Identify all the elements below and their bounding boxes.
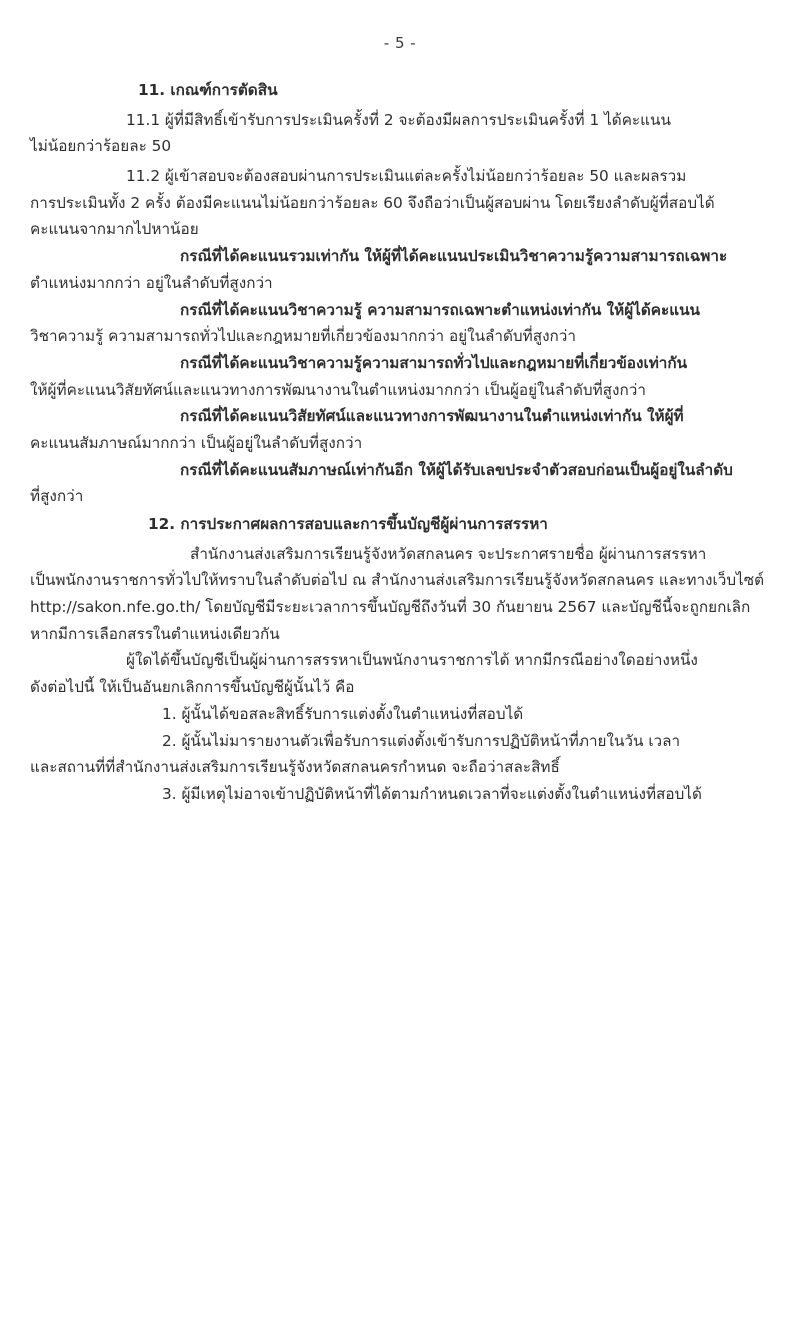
- paragraph-12-announcement-continued-2: http://sakon.nfe.go.th/ โดยบัญชีมีระยะเวลาการขึ้นบัญชีถึงวันที่ 30 กันยายน 2567 และบัญชีนี้จะถูกยกเลิก: [30, 598, 751, 617]
- list-item-2-continued: และสถานที่ที่สำนักงานส่งเสริมการเรียนรู้จังหวัดสกลนครกำหนด จะถือว่าสละสิทธิ์: [30, 758, 560, 777]
- tiebreak-case-1: กรณีที่ได้คะแนนรวมเท่ากัน ให้ผู้ที่ได้คะแนนประเมินวิชาความรู้ความสามารถเฉพาะ: [180, 247, 728, 266]
- section-heading-11: 11. เกณฑ์การตัดสิน: [138, 81, 278, 99]
- section-heading-12: 12. การประกาศผลการสอบและการขึ้นบัญชีผู้ผ่านการสรรหา: [148, 515, 548, 533]
- tiebreak-case-3-continued: ให้ผู้ที่คะแนนวิสัยทัศน์และแนวทางการพัฒนางานในตำแหน่งมากกว่า เป็นผู้อยู่ในลำดับที่สูงกว่า: [30, 380, 646, 399]
- paragraph-12-cancellation-continued: ดังต่อไปนี้ ให้เป็นอันยกเลิกการขึ้นบัญชีผู้นั้นไว้ คือ: [30, 678, 355, 697]
- tiebreak-case-4: กรณีที่ได้คะแนนวิสัยทัศน์และแนวทางการพัฒนางานในตำแหน่งเท่ากัน ให้ผู้ที่: [180, 407, 684, 426]
- paragraph-11-1: 11.1 ผู้ที่มีสิทธิ์เข้ารับการประเมินครั้งที่ 2 จะต้องมีผลการประเมินครั้งที่ 1 ได้คะแนน: [126, 110, 671, 129]
- paragraph-11-2-continued-1: การประเมินทั้ง 2 ครั้ง ต้องมีคะแนนไม่น้อยกว่าร้อยละ 60 จึงถือว่าเป็นผู้สอบผ่าน โดยเรียงลำดับผู้ที่สอบได้: [30, 193, 715, 212]
- tiebreak-case-5-continued: ที่สูงกว่า: [30, 487, 84, 506]
- page-number: - 5 -: [383, 34, 417, 52]
- tiebreak-case-4-continued: คะแนนสัมภาษณ์มากกว่า เป็นผู้อยู่ในลำดับที่สูงกว่า: [30, 433, 363, 452]
- tiebreak-case-2-continued: วิชาความรู้ ความสามารถทั่วไปและกฎหมายที่เกี่ยวข้องมากกว่า อยู่ในลำดับที่สูงกว่า: [30, 327, 576, 346]
- list-item-3: 3. ผู้มีเหตุไม่อาจเข้าปฏิบัติหน้าที่ได้ตามกำหนดเวลาที่จะแต่งตั้งในตำแหน่งที่สอบได้: [162, 784, 702, 803]
- tiebreak-case-3: กรณีที่ได้คะแนนวิชาความรู้ความสามารถทั่วไปและกฎหมายที่เกี่ยวข้องเท่ากัน: [180, 353, 688, 372]
- paragraph-12-announcement: สำนักงานส่งเสริมการเรียนรู้จังหวัดสกลนคร จะประกาศรายชื่อ ผู้ผ่านการสรรหา: [190, 544, 707, 563]
- tiebreak-case-2: กรณีที่ได้คะแนนวิชาความรู้ ความสามารถเฉพาะตำแหน่งเท่ากัน ให้ผู้ได้คะแนน: [180, 300, 701, 319]
- paragraph-11-2: 11.2 ผู้เข้าสอบจะต้องสอบผ่านการประเมินแต่ละครั้งไม่น้อยกว่าร้อยละ 50 และผลรวม: [126, 167, 687, 186]
- list-item-2: 2. ผู้นั้นไม่มารายงานตัวเพื่อรับการแต่งตั้งเข้ารับการปฏิบัติหน้าที่ภายในวัน เวลา: [162, 731, 681, 750]
- document-body: [30, 78, 770, 808]
- tiebreak-case-1-continued: ตำแหน่งมากกว่า อยู่ในลำดับที่สูงกว่า: [30, 273, 273, 292]
- paragraph-12-announcement-continued-3: หากมีการเลือกสรรในตำแหน่งเดียวกัน: [30, 624, 280, 643]
- list-item-1: 1. ผู้นั้นได้ขอสละสิทธิ์รับการแต่งตั้งในตำแหน่งที่สอบได้: [162, 704, 524, 723]
- paragraph-11-2-continued-2: คะแนนจากมากไปหาน้อย: [30, 220, 199, 239]
- tiebreak-case-5: กรณีที่ได้คะแนนสัมภาษณ์เท่ากันอีก ให้ผู้ได้รับเลขประจำตัวสอบก่อนเป็นผู้อยู่ในลำดับ: [180, 460, 733, 479]
- paragraph-11-1-continued: ไม่น้อยกว่าร้อยละ 50: [30, 137, 172, 156]
- page-bottom-whitespace: [30, 809, 770, 1059]
- paragraph-12-announcement-continued-1: เป็นพนักงานราชการทั่วไปให้ทราบในลำดับต่อไป ณ สำนักงานส่งเสริมการเรียนรู้จังหวัดสกลนคร และทางเว็บไซต์: [30, 571, 765, 590]
- paragraph-12-cancellation: ผู้ใดได้ขึ้นบัญชีเป็นผู้ผ่านการสรรหาเป็นพนักงานราชการได้ หากมีกรณีอย่างใดอย่างหนึ่ง: [126, 651, 698, 670]
